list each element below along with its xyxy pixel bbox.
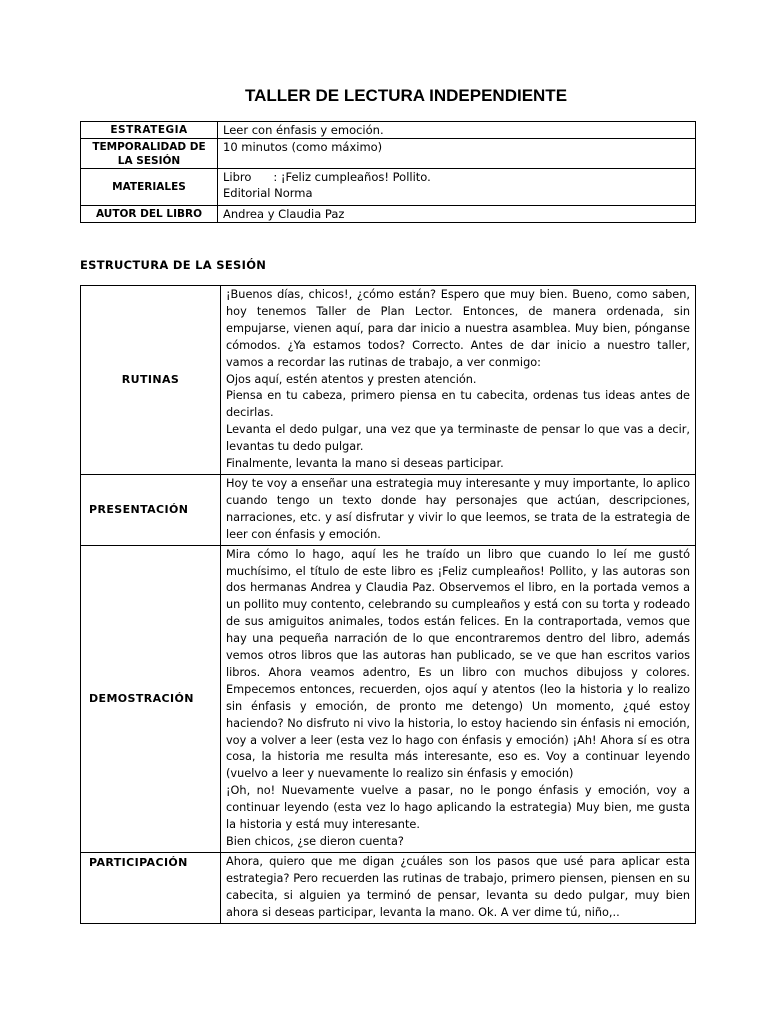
meta-row-author [81, 206, 696, 223]
meta-value-materials: Libro : ¡Feliz cumpleaños! Pollito. Editorial Norma [218, 169, 696, 206]
meta-value-duration: 10 minutos (como máximo) [218, 139, 696, 169]
paragraph: Piensa en tu cabeza, primero piensa en tu cabecita, ordenas tus ideas antes de decirlas. [226, 389, 690, 420]
structure-row-participation [81, 852, 696, 923]
structure-label-demonstration: DEMOSTRACIÓN [81, 545, 221, 852]
structure-row-routines [81, 286, 696, 475]
session-info-table [80, 121, 696, 223]
section-heading: ESTRUCTURA DE LA SESIÓN [80, 258, 267, 272]
paragraph: Ojos aquí, estén atentos y presten atención. [226, 372, 477, 386]
session-structure-table [80, 285, 696, 924]
structure-content-presentation [221, 474, 696, 545]
meta-row-strategy [81, 122, 696, 139]
paragraph: Bien chicos, ¿se dieron cuenta? [226, 835, 404, 848]
paragraph: Finalmente, levanta la mano si deseas participar. [226, 457, 504, 471]
structure-row-demonstration [81, 545, 696, 852]
structure-content-routines [221, 286, 696, 475]
structure-label-presentation: PRESENTACIÓN [81, 474, 221, 545]
meta-row-duration [81, 139, 696, 169]
paragraph: Hoy te voy a enseñar una estrategia muy interesante y muy importante, lo aplico cuando tengo un texto donde hay personajes que actúan, descripciones, narraciones, etc. y así disfrutar y vivir lo que leemos, se trata de la estrategia de leer con énfasis y emoción. [226, 476, 690, 541]
paragraph: Levanta el dedo pulgar, una vez que ya terminaste de pensar lo que vas a decir, levantas tu dedo pulgar. [226, 423, 690, 454]
document-title: TALLER DE LECTURA INDEPENDIENTE [244, 86, 568, 105]
meta-value-strategy: Leer con énfasis y emoción. [218, 122, 696, 139]
structure-content-participation [221, 852, 696, 923]
meta-row-materials [81, 169, 696, 206]
meta-key-duration: TEMPORALIDAD DE LA SESIÓN [81, 139, 218, 169]
structure-label-participation: PARTICIPACIÓN [81, 852, 221, 923]
paragraph: ¡Oh, no! Nuevamente vuelve a pasar, no le pongo énfasis y emoción, voy a continuar leyendo (esta vez lo hago aplicando la estrategia) Muy bien, me gusta la historia y está muy interesante. [226, 784, 690, 832]
paragraph: ¡Buenos días, chicos!, ¿cómo están? Espero que muy bien. Bueno, como saben, hoy tenemos Taller de Plan Lector. Entonces, de manera ordenada, sin empujarse, vienen aquí, para dar inicio a nuestra asamblea. Muy bien, pónganse cómodos. ¿Ya estamos todos? Correcto. Antes de dar inicio a nuestro taller, vamos a recordar las rutinas de trabajo, a ver conmigo: [226, 288, 690, 369]
structure-label-routines: RUTINAS [81, 286, 221, 475]
meta-key-author: AUTOR DEL LIBRO [81, 206, 218, 223]
paragraph: Ahora, quiero que me digan ¿cuáles son los pasos que usé para aplicar esta estrategia? Pero recuerden las rutinas de trabajo, primero piensen, piensen en su cabecita, si alguien ya terminó de pensar, levanta su dedo pulgar, muy bien ahora si deseas participar, levanta la mano. Ok. A ver dime tú, niño,.. [226, 854, 690, 919]
meta-value-author: Andrea y Claudia Paz [218, 206, 696, 223]
meta-key-strategy: ESTRATEGIA [81, 122, 218, 139]
meta-key-materials: MATERIALES [81, 169, 218, 206]
structure-content-demonstration [221, 545, 696, 852]
paragraph: Mira cómo lo hago, aquí les he traído un libro que cuando lo leí me gustó muchísimo, el título de este libro es ¡Feliz cumpleaños! Pollito, y las autoras son dos hermanas Andrea y Claudia Paz. Observemos el libro, en la portada vemos a un pollito muy contento, celebrando su cumpleaños y está con su torta y rodeado de sus amiguitos animales, todos están felices. En la contraportada, vemos que hay una pequeña narración de lo que encontraremos dentro del libro, además vemos otros libros que las autoras han publicado, se ve que han escritos varios libros. Ahora veamos adentro, Es un libro con muchos dibujoss y colores. Empecemos entonces, recuerden, ojos aquí y atentos (leo la historia y lo realizo sin énfasis y emoción, de pronto me detengo) Un momento, ¿qué estoy haciendo? No disfruto ni vivo la historia, lo estoy haciendo sin énfasis ni emoción, voy a volver a leer (esta vez lo hago con énfasis y emoción) ¡Ah! Ahora sí es otra cosa, la historia me resulta más interesante, eso es. Voy a continuar leyendo (vuelvo a leer y nuevamente lo realizo sin énfasis y emoción) [226, 547, 690, 781]
structure-row-presentation [81, 474, 696, 545]
